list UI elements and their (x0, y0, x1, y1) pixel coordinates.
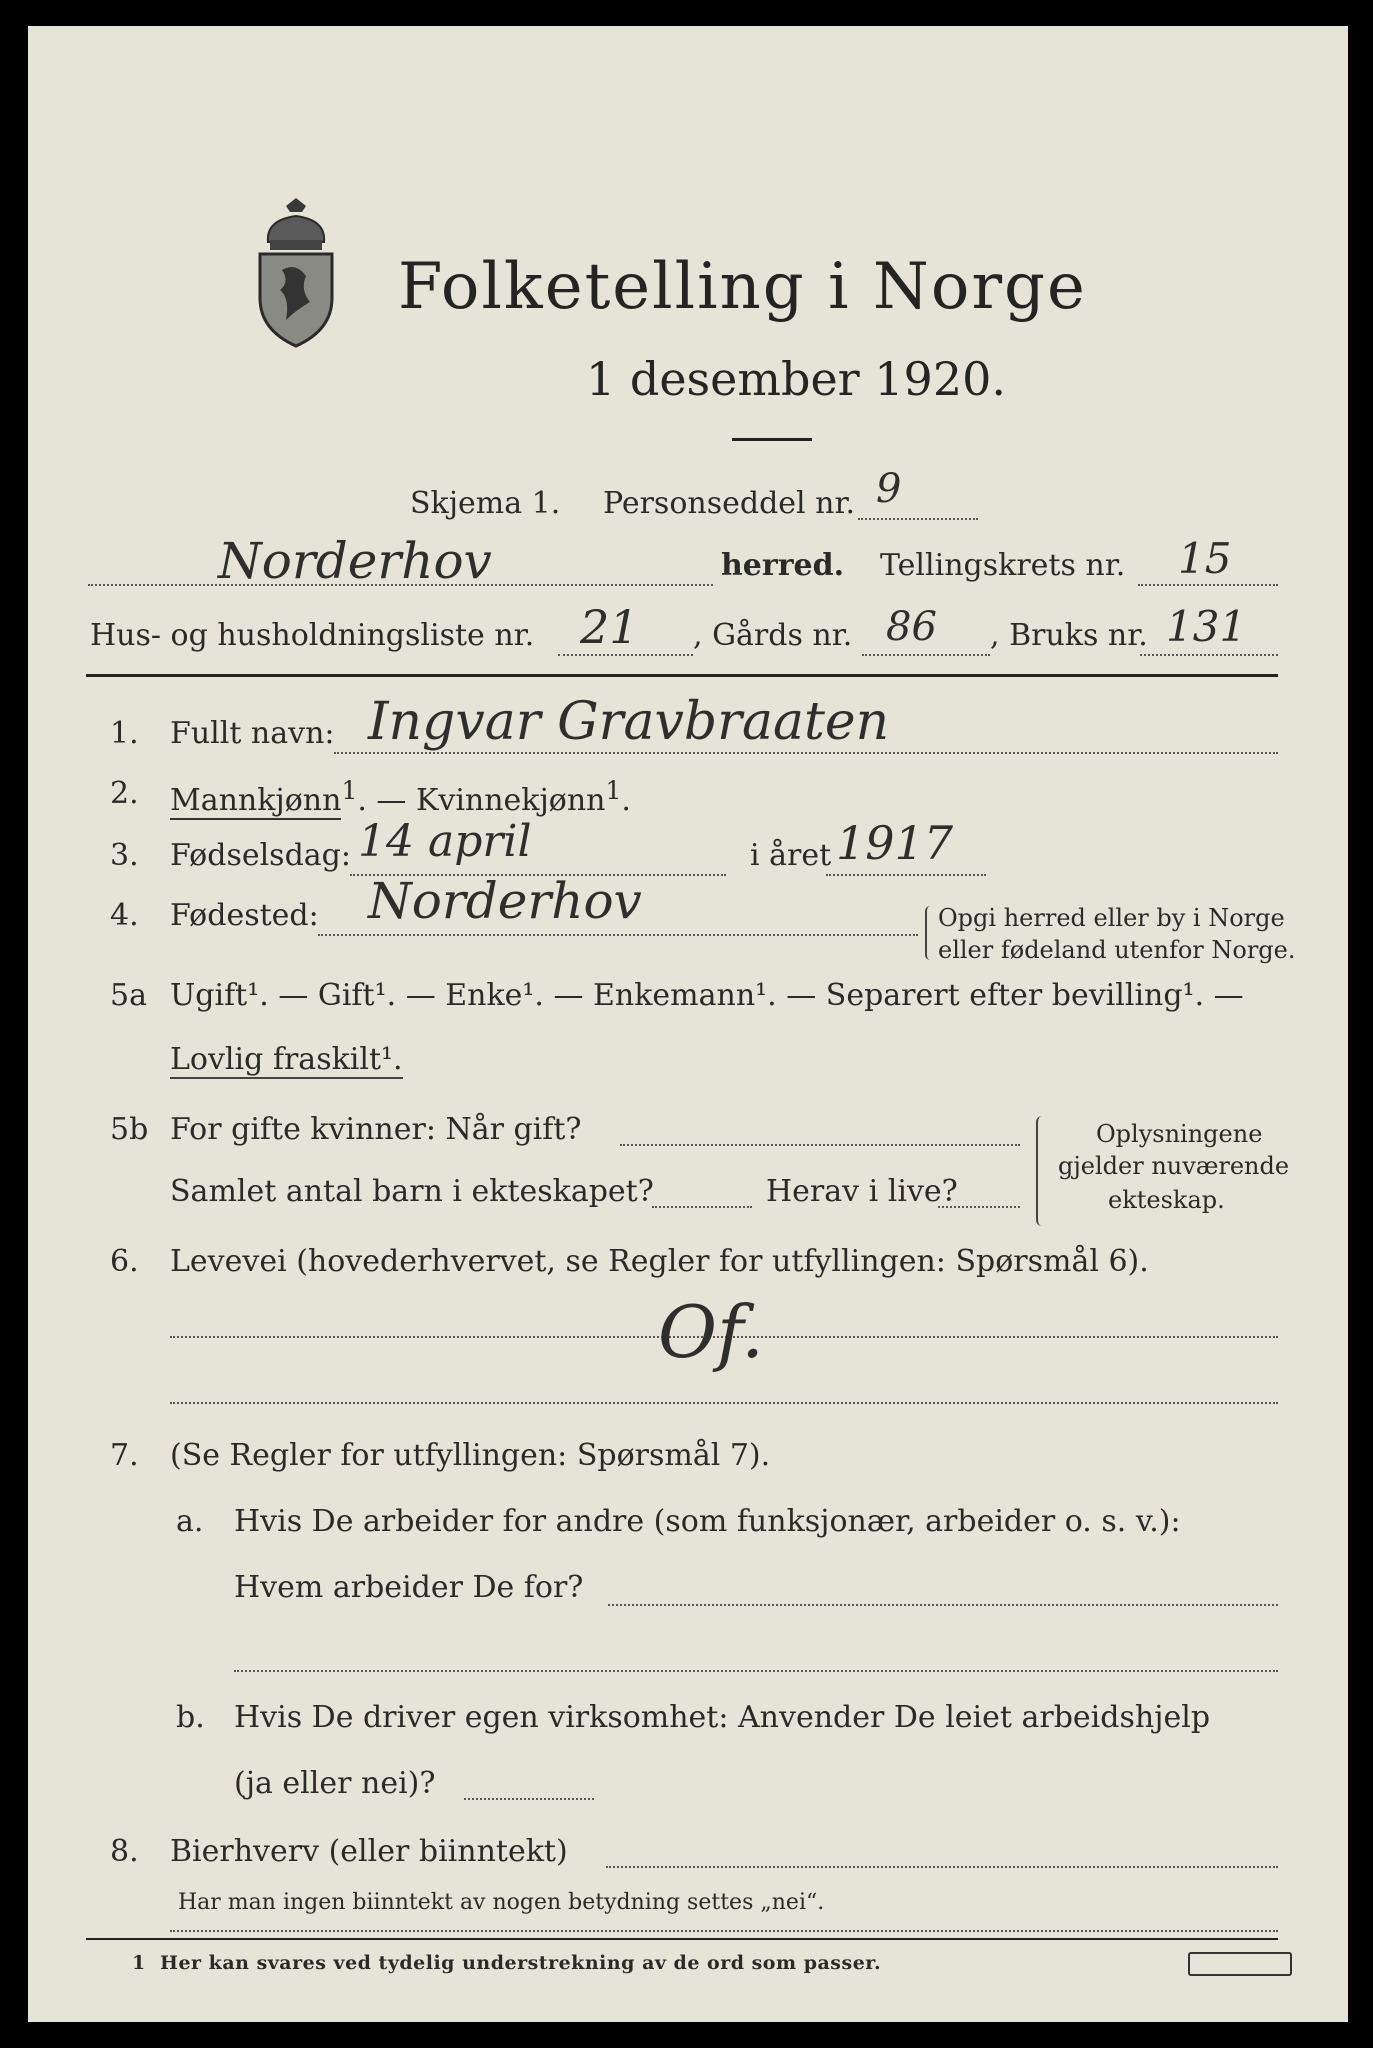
header-rule (86, 674, 1278, 677)
printer-stamp-icon (1188, 1952, 1292, 1976)
q8-label: Bierhverv (eller biinntekt) (170, 1834, 568, 1869)
birthplace-field[interactable] (318, 934, 918, 936)
gards-field[interactable] (862, 654, 990, 656)
title-divider (732, 438, 812, 441)
birthplace-value: Norderhov (368, 872, 642, 930)
full-name-value: Ingvar Gravbraaten (368, 692, 890, 752)
q4-note-line2: eller fødeland utenfor Norge. (938, 936, 1296, 964)
personseddel-value: 9 (876, 466, 902, 512)
children-count-field[interactable] (652, 1206, 752, 1208)
q3-number: 3. (110, 838, 139, 873)
marital-status-options[interactable]: Ugift¹. — Gift¹. — Enke¹. — Enkemann¹. — Separert efter bevilling¹. — (170, 978, 1244, 1013)
bruks-label: , Bruks nr. (990, 618, 1148, 653)
when-married-field[interactable] (620, 1144, 1020, 1146)
children-alive-label: Herav i live? (766, 1174, 958, 1209)
q5b-note-line2: gjelder nuværende (1058, 1152, 1290, 1180)
q7-label: (Se Regler for utfyllingen: Spørsmål 7). (170, 1438, 771, 1473)
tellingskrets-label: Tellingskrets nr. (880, 548, 1126, 583)
hus-label: Hus- og husholdningsliste nr. (90, 618, 535, 653)
footnote-mark: 1 (132, 1952, 146, 1974)
q7a-employer-label: Hvem arbeider De for? (234, 1570, 584, 1605)
personseddel-field[interactable] (858, 518, 978, 520)
birthday-value: 14 april (358, 816, 532, 867)
employer-field-line1[interactable] (608, 1604, 1278, 1606)
tellingskrets-field[interactable] (1138, 584, 1278, 586)
occupation-field-line2[interactable] (170, 1402, 1278, 1404)
q7b-question: Hvis De driver egen virksomhet: Anvender De leiet arbeidshjelp (234, 1700, 1211, 1735)
occupation-value: Of. (658, 1290, 764, 1374)
q3-label: Fødselsdag: (170, 838, 351, 873)
bruks-value: 131 (1166, 602, 1247, 651)
herred-value: Norderhov (218, 532, 492, 590)
q5b-brace (1036, 1116, 1048, 1226)
q6-number: 6. (110, 1244, 139, 1279)
census-form (28, 26, 1348, 2022)
q1-number: 1. (110, 716, 139, 751)
year-label: i året (750, 838, 832, 873)
mannkjonn-option[interactable]: Mannkjønn (170, 783, 342, 818)
employer-field-line2[interactable] (234, 1670, 1278, 1672)
children-count-label: Samlet antal barn i ekteskapet? (170, 1174, 654, 1209)
q7a-letter: a. (176, 1504, 204, 1539)
census-date: 1 desember 1920. (586, 352, 1006, 406)
side-income-field-line2[interactable] (170, 1930, 1278, 1932)
q4-label: Fødested: (170, 898, 319, 933)
kvinnekjonn-option[interactable]: Kvinnekjønn (415, 783, 606, 818)
q7a-question: Hvis De arbeider for andre (som funksjonær, arbeider o. s. v.): (234, 1504, 1181, 1539)
q2-number: 2. (110, 776, 139, 811)
when-married-label: For gifte kvinner: Når gift? (170, 1112, 582, 1147)
birth-year-field[interactable] (826, 874, 986, 876)
form-title: Folketelling i Norge (398, 250, 1087, 324)
children-alive-field[interactable] (938, 1206, 1020, 1208)
gards-label: , Gårds nr. (693, 618, 853, 653)
hus-field[interactable] (558, 654, 693, 656)
q5a-number: 5a (110, 978, 147, 1013)
lovlig-fraskilt-option[interactable]: Lovlig fraskilt¹. (170, 1042, 403, 1077)
tellingskrets-value: 15 (1178, 534, 1232, 583)
q8-number: 8. (110, 1834, 139, 1869)
personseddel-label: Personseddel nr. (603, 486, 856, 521)
biinntekt-note: Har man ingen biinntekt av nogen betydning settes „nei“. (178, 1890, 825, 1915)
coat-of-arms-icon (246, 198, 346, 348)
q7b-yesno-label: (ja eller nei)? (234, 1766, 436, 1801)
herred-label: herred. (721, 548, 845, 583)
full-name-field[interactable] (334, 752, 1278, 754)
footer-rule (86, 1938, 1278, 1940)
q1-label: Fullt navn: (170, 716, 335, 751)
q7b-letter: b. (176, 1700, 205, 1735)
birth-year-value: 1917 (836, 816, 954, 870)
q7-number: 7. (110, 1438, 139, 1473)
q2-options: Mannkjønn$^1$. — Kvinnekjønn$^1$. (170, 776, 631, 818)
gards-value: 86 (886, 604, 937, 650)
q4-number: 4. (110, 898, 139, 933)
q5b-note-line1: Oplysningene (1096, 1120, 1263, 1148)
q4-note-line1: Opgi herred eller by i Norge (938, 904, 1285, 932)
q5b-number: 5b (110, 1112, 149, 1147)
q6-label: Levevei (hovederhvervet, se Regler for utfyllingen: Spørsmål 6). (170, 1244, 1149, 1279)
q5b-note-line3: ekteskap. (1108, 1186, 1225, 1214)
bruks-field[interactable] (1140, 654, 1278, 656)
footnote-text: Her kan svares ved tydelig understrekning av de ord som passer. (160, 1952, 882, 1974)
hired-help-field[interactable] (464, 1798, 594, 1800)
hus-value: 21 (580, 600, 639, 654)
q4-brace (925, 906, 935, 960)
side-income-field-line1[interactable] (606, 1866, 1278, 1868)
skjema-label: Skjema 1. (410, 486, 561, 521)
